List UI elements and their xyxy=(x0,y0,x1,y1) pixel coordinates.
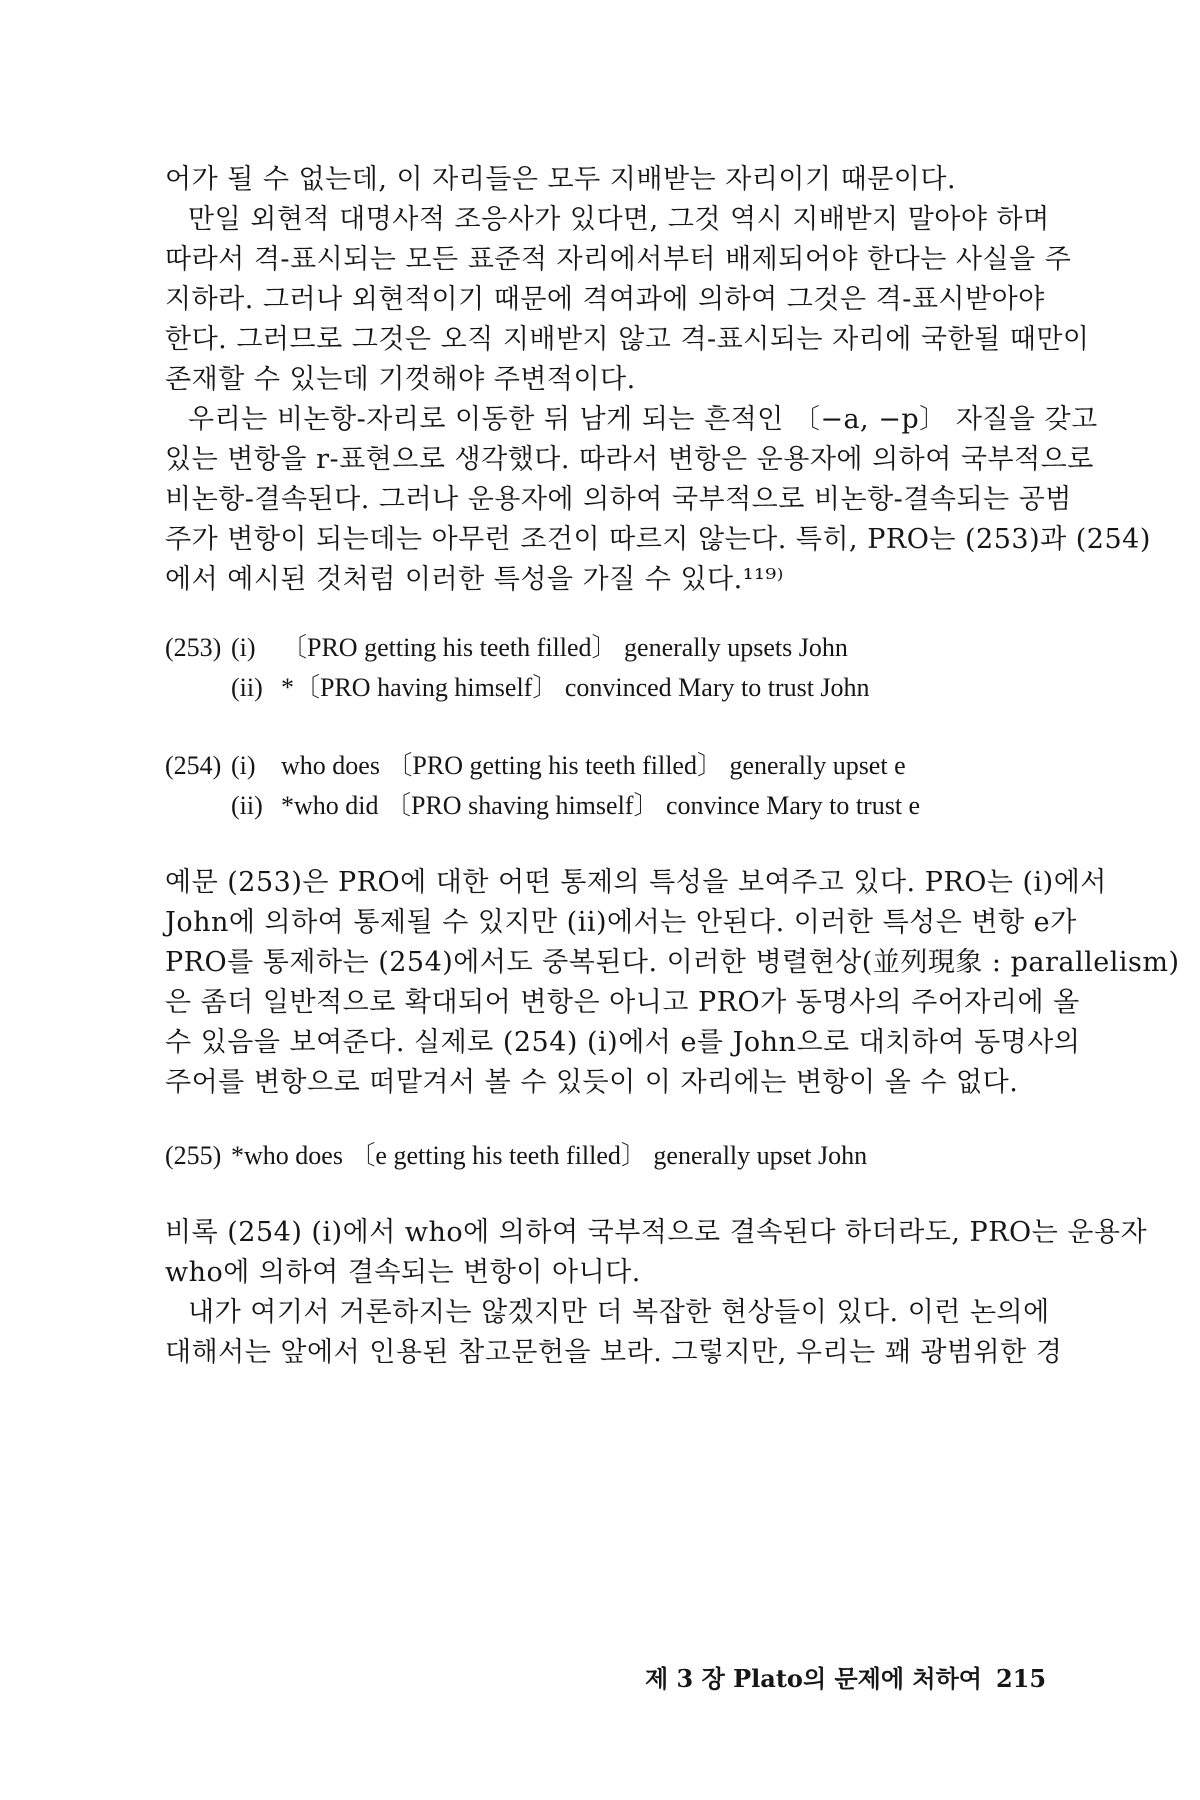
example-sublabel: (ii) xyxy=(231,791,263,820)
text-line: PRO를 통제하는 (254)에서도 중복된다. 이러한 병렬현상(並列現象 : parallelism) xyxy=(165,947,1180,978)
example-253-i xyxy=(165,630,848,666)
text-line: 한다. 그러므로 그것은 오직 지배받지 않고 격-표시되는 자리에 국한될 때만이 xyxy=(165,324,1090,355)
text-line: 대해서는 앞에서 인용된 참고문헌을 보라. 그렇지만, 우리는 꽤 광범위한 경 xyxy=(165,1337,1063,1368)
text-line: 존재할 수 있는데 기껏해야 주변적이다. xyxy=(165,364,636,395)
text-line: 우리는 비논항-자리로 이동한 뒤 남게 되는 흔적인 〔−a, −p〕 자질을 갖고 xyxy=(188,404,1098,435)
text-line: 예문 (253)은 PRO에 대한 어떤 통제의 특성을 보여주고 있다. PRO는 (i)에서 xyxy=(165,867,1107,898)
text-line: 만일 외현적 대명사적 조응사가 있다면, 그것 역시 지배받지 말아야 하며 xyxy=(188,204,1050,235)
page-number: 215 xyxy=(995,1664,1047,1693)
text-line: 지하라. 그러나 외현적이기 때문에 격여과에 의하여 그것은 격-표시받아야 xyxy=(165,284,1045,315)
text-line: 따라서 격-표시되는 모든 표준적 자리에서부터 배제되어야 한다는 사실을 주 xyxy=(165,244,1072,275)
example-number: (255) xyxy=(165,1141,222,1170)
text-line: 은 좀더 일반적으로 확대되어 변항은 아니고 PRO가 동명사의 주어자리에 올 xyxy=(165,987,1080,1018)
text-line: 비논항-결속된다. 그러나 운용자에 의하여 국부적으로 비논항-결속되는 공범 xyxy=(165,484,1072,515)
example-text: *who did 〔PRO shaving himself〕 convince Mary to trust e xyxy=(281,791,921,820)
example-text: *〔PRO having himself〕 convinced Mary to trust John xyxy=(281,673,870,702)
text-line: 수 있음을 보여준다. 실제로 (254) (i)에서 e를 John으로 대치하여 동명사의 xyxy=(165,1027,1081,1058)
example-254-ii xyxy=(231,788,920,824)
example-sublabel: (i) xyxy=(231,633,256,662)
running-head: 제 3 장 Plato의 문제에 처하여 xyxy=(645,1664,982,1693)
text-line: 주어를 변항으로 떠맡겨서 볼 수 있듯이 이 자리에는 변항이 올 수 없다. xyxy=(165,1067,1019,1098)
example-text: *who does 〔e getting his teeth filled〕 generally upset John xyxy=(231,1141,868,1170)
example-number: (253) xyxy=(165,633,222,662)
text-line: who에 의하여 결속되는 변항이 아니다. xyxy=(165,1257,641,1288)
text-line: 내가 여기서 거론하지는 않겠지만 더 복잡한 현상들이 있다. 이런 논의에 xyxy=(188,1297,1050,1328)
text-line: John에 의하여 통제될 수 있지만 (ii)에서는 안된다. 이러한 특성은 변항 e가 xyxy=(165,907,1077,938)
example-sublabel: (i) xyxy=(231,751,256,780)
example-number: (254) xyxy=(165,751,222,780)
example-text: 〔PRO getting his teeth filled〕 generally upsets John xyxy=(281,633,848,662)
text-line: 어가 될 수 없는데, 이 자리들은 모두 지배받는 자리이기 때문이다. xyxy=(165,164,957,195)
text-line: 있는 변항을 r-표현으로 생각했다. 따라서 변항은 운용자에 의하여 국부적으로 xyxy=(165,444,1094,475)
text-line: 비록 (254) (i)에서 who에 의하여 국부적으로 결속된다 하더라도, PRO는 운용자 xyxy=(165,1217,1148,1248)
example-255 xyxy=(165,1138,867,1174)
page-footer xyxy=(645,1663,1046,1695)
example-253-ii xyxy=(231,670,870,706)
example-text: who does 〔PRO getting his teeth filled〕 generally upset e xyxy=(281,751,906,780)
example-sublabel: (ii) xyxy=(231,673,263,702)
text-line: 에서 예시된 것처럼 이러한 특성을 가질 수 있다.¹¹⁹⁾ xyxy=(165,564,784,595)
text-line: 주가 변항이 되는데는 아무런 조건이 따르지 않는다. 특히, PRO는 (253)과 (254) xyxy=(165,524,1151,555)
example-254-i xyxy=(165,748,906,784)
